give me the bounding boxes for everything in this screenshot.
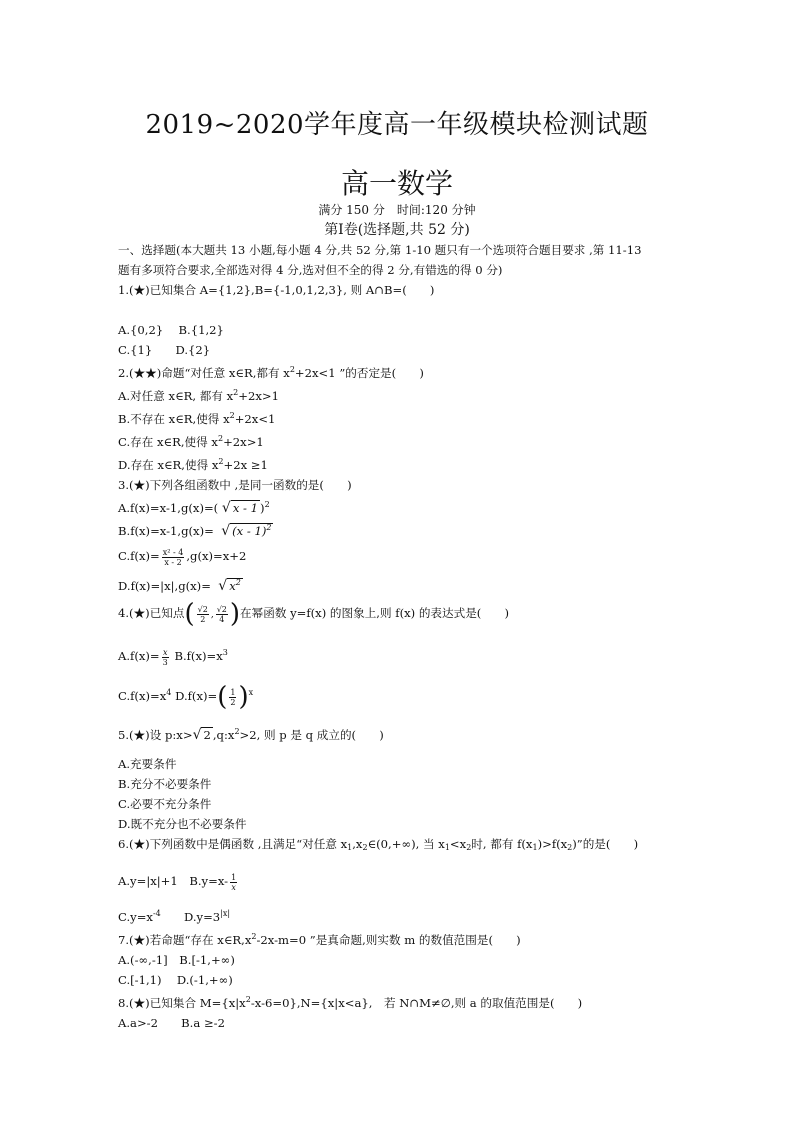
question-4-stem: 4.(★)已知点( $\frac{√2}{2}$ , $\frac{√2}{4}$ )在幂函数 y=f(x) 的图象上,则 f(x) 的表达式是( ) (118, 599, 510, 629)
paren: ) (238, 682, 249, 712)
exponent: |x| (220, 909, 231, 918)
question-8-options-ab: A.a>-2 B.a ≥-2 (118, 1016, 225, 1030)
sqrt-expression: √ x - 1 (221, 500, 259, 516)
text: ,q:x (212, 728, 235, 742)
question-1-options-ab: A.{0,2} B.{1,2} (118, 323, 224, 337)
text: +2x<1 (234, 412, 276, 426)
question-3-option-d (118, 570, 678, 596)
exam-meta: 满分 150 分 时间:120 分钟 (318, 203, 476, 217)
text: 5.(★)设 p:x> (118, 728, 193, 742)
spacer (118, 630, 678, 640)
exponent: 2 (218, 457, 224, 466)
text: 6.(★)下列函数中是偶函数 ,且满足“对任意 x (118, 837, 348, 851)
question-7-stem (118, 927, 678, 950)
question-4-options-ab (118, 640, 678, 666)
denominator: x - 2 (164, 557, 182, 567)
numerator: 1 (230, 687, 236, 697)
fraction (230, 873, 237, 892)
text: ∈(0,+∞), 当 x (367, 837, 445, 851)
question-2-option-c (118, 429, 678, 452)
question-2-stem (118, 360, 678, 383)
numerator: √2 (197, 604, 208, 614)
text: D.y=3 (183, 910, 221, 924)
text: )>f(x (537, 837, 568, 851)
subscript: 2 (466, 843, 472, 852)
question-list (118, 240, 678, 1033)
exponent: 2 (233, 388, 239, 397)
exponent: 2 (217, 434, 224, 443)
text: +2x<1 ”的否定是( ) (294, 366, 424, 380)
text: +2x>1 (238, 389, 279, 403)
exponent: 3 (222, 648, 228, 657)
question-4-options-cd (118, 676, 678, 710)
question-8-stem (118, 990, 678, 1013)
text: C.f(x)= (118, 549, 160, 563)
section-instructions-line2: 题有多项符合要求,全部选对得 4 分,选对但不全的得 2 分,有错选的得 0 分) (118, 263, 503, 277)
exponent: 2 (245, 995, 251, 1004)
fraction (216, 605, 228, 624)
text: A.对任意 x∈R, 都有 x (118, 389, 234, 403)
question-5-option-a: A.充要条件 (118, 757, 177, 771)
denominator: 2 (230, 697, 236, 707)
fraction (162, 548, 185, 567)
question-7-options-ab: A.(-∞,-1] B.[-1,+∞) (118, 953, 235, 967)
spacer (118, 666, 678, 676)
text: D.存在 x∈R,使得 x (118, 458, 219, 472)
radicand: x (229, 579, 236, 593)
question-1-options-cd: C.{1} D.{2} (118, 343, 211, 357)
text: 时, 都有 f(x (471, 837, 533, 851)
question-6-options-ab (118, 868, 678, 894)
sqrt-expression: √ $x^2$ (218, 578, 241, 594)
page-title: 2019~2020学年度高一年级模块检测试题 (145, 110, 649, 140)
text: 4.(★)已知点 (118, 606, 185, 620)
denominator: 2 (200, 614, 206, 624)
exponent: 2 (235, 578, 241, 587)
radicand: x - 1 (232, 501, 259, 515)
text: D.f(x)= (175, 689, 218, 703)
text: -2x-m=0 ”是真命题,则实数 m 的数值范围是( ) (256, 933, 521, 947)
question-5-option-d: D.既不充分也不必要条件 (118, 817, 247, 831)
exponent: 4 (166, 688, 172, 697)
fraction (197, 605, 209, 624)
question-5-stem (118, 720, 678, 744)
text: +2x ≥1 (223, 458, 268, 472)
question-2-option-b (118, 406, 678, 429)
numerator: x (162, 647, 168, 657)
question-2-option-a (118, 383, 678, 406)
volume-heading: 第Ⅰ卷(选择题,共 52 分) (324, 222, 470, 238)
text: D.f(x)=|x|,g(x)= (118, 579, 211, 593)
paren: ) (229, 599, 241, 629)
question-3-option-b (118, 518, 678, 542)
text: 8.(★)已知集合 M={x|x (118, 996, 246, 1010)
text: C.f(x)=x (118, 689, 167, 703)
radicand: (x - 1) (232, 524, 267, 538)
fraction (229, 688, 236, 707)
subscript: 1 (347, 843, 353, 852)
subscript: 2 (567, 843, 573, 852)
text: +2x>1 (223, 435, 264, 449)
exponent: 2 (229, 411, 235, 420)
text: C.存在 x∈R,使得 x (118, 435, 218, 449)
spacer (118, 300, 678, 320)
numerator: 1 (231, 872, 237, 882)
question-6-options-cd (118, 904, 678, 927)
exponent: 2 (264, 500, 270, 509)
radicand: 2 (203, 728, 211, 742)
paren: ( (184, 599, 195, 629)
exponent: x (248, 688, 254, 697)
numerator: √2 (216, 604, 227, 614)
exponent: 2 (234, 727, 240, 736)
denominator: x (231, 882, 236, 892)
subscript: 2 (362, 843, 368, 852)
exponent: 2 (289, 365, 295, 374)
exponent: 2 (251, 932, 257, 941)
text: ) (260, 501, 265, 515)
denominator: 3 (162, 657, 168, 667)
question-5-option-b: B.充分不必要条件 (118, 777, 212, 791)
text: -x-6=0},N={x|x<a}, 若 N∩M≠∅,则 a 的取值范围是( ) (250, 996, 583, 1010)
question-6-stem (118, 834, 678, 858)
sqrt-expression: √ (x - 1)$^2$ (221, 523, 272, 539)
subscript: 1 (444, 843, 450, 852)
subscript: 1 (532, 843, 538, 852)
text: B.不存在 x∈R,使得 x (118, 412, 230, 426)
text: B.f(x)=x-1,g(x)= (118, 524, 214, 538)
question-1-stem: 1.(★)已知集合 A={1,2},B={-1,0,1,2,3}, 则 A∩B=( ) (118, 283, 435, 297)
text: 7.(★)若命题“存在 x∈R,x (118, 933, 252, 947)
text: A.f(x)=x-1,g(x)=( (118, 501, 219, 515)
section-instructions-line1: 一、选择题(本大题共 13 小题,每小题 4 分,共 52 分,第 1-10 题只有一个选项符合题目要求 ,第 11-13 (118, 243, 642, 257)
question-3-stem: 3.(★)下列各组函数中 ,是同一函数的是( ) (118, 478, 352, 492)
question-3-option-c (118, 542, 678, 570)
text: 在幂函数 y=f(x) 的图象上,则 f(x) 的表达式是( ) (240, 606, 510, 620)
text: C.y=x (118, 910, 153, 924)
text: )”的是( ) (572, 837, 639, 851)
question-2-option-d (118, 452, 678, 475)
text: B.f(x)=x (174, 649, 223, 663)
spacer (118, 710, 678, 720)
exponent: -4 (152, 909, 161, 918)
spacer (118, 858, 678, 868)
text: A.f(x)= (118, 649, 160, 663)
question-5-option-c: C.必要不充分条件 (118, 797, 212, 811)
text: ,x (352, 837, 363, 851)
text: ,g(x)=x+2 (186, 549, 247, 563)
text: 2.(★★)命题“对任意 x∈R,都有 x (118, 366, 290, 380)
question-7-options-cd: C.[-1,1) D.(-1,+∞) (118, 973, 233, 987)
fraction (162, 648, 169, 667)
spacer (118, 894, 678, 904)
exponent: 2 (266, 523, 272, 532)
paren: ( (217, 682, 228, 712)
numerator: x² - 4 (162, 547, 184, 557)
subject-title: 高一数学 (340, 167, 453, 200)
text: >2, 则 p 是 q 成立的( ) (239, 728, 384, 742)
text: <x (449, 837, 467, 851)
question-3-option-a (118, 495, 678, 518)
sqrt-expression: √ 2 (192, 727, 211, 743)
denominator: 4 (219, 614, 225, 624)
text: A.y=|x|+1 B.y=x- (118, 874, 229, 888)
